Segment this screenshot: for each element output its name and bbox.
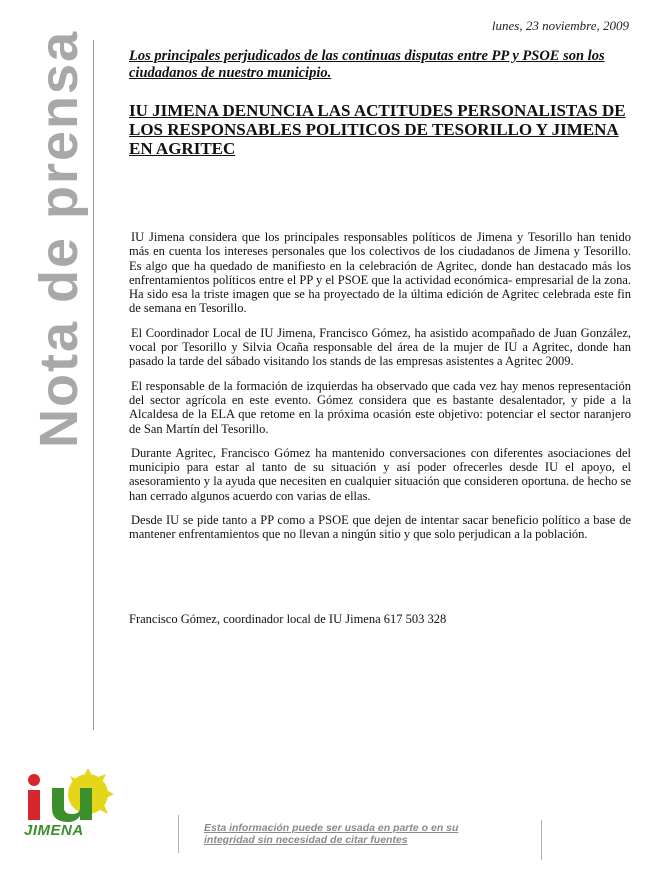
press-date: lunes, 23 noviembre, 2009 [491, 18, 629, 33]
side-title: Nota de prensa [29, 29, 89, 448]
paragraph: Durante Agritec, Francisco Gómez ha mantenido conversaciones con diferentes asociaciones del municipio para estar al tanto de su situación y así poder ofrecerles desde IU el apoyo, el asesoramiento y la ayuda que necesiten en cualquier situación que consideren oportuna. de hecho se han cerrado algunos acuerdo con varias de ellas. [129, 445, 631, 503]
left-divider [93, 40, 94, 730]
signature: Francisco Gómez, coordinador local de IU Jimena 617 503 328 [129, 612, 447, 626]
footer-divider-left [178, 815, 179, 853]
paragraph: El responsable de la formación de izquierdas ha observado que cada vez hay menos representación del sector agrícola en este evento. Gómez considera que es bastante desalentador, y pide a la Alcaldesa de la ELA que retome en la próxima ocasión este objetivo: potenciar el sector naranjero de San Martín del Tesorillo. [129, 378, 631, 436]
footer-disclaimer: Esta información puede ser usada en parte o en su integridad sin necesidad de citar fuentes [204, 822, 459, 846]
footer-divider-right [541, 820, 542, 860]
paragraph: El Coordinador Local de IU Jimena, Francisco Gómez, ha asistido acompañado de Juan González, vocal por Tesorillo y Silvia Ocaña responsable del área de la mujer de IU a Agritec, donde han pasado la tarde del sábado visitando los stands de las empresas asistentes a Agritec 2009. [129, 325, 631, 369]
logo-text: JIMENA [24, 822, 84, 839]
article-headline: IU JIMENA DENUNCIA LAS ACTITUDES PERSONALISTAS DE LOS RESPONSABLES POLITICOS DE TESORILLO Y JIMENA EN AGRITEC [129, 101, 626, 158]
paragraph: Desde IU se pide tanto a PP como a PSOE que dejen de intentar sacar beneficio político a base de mantener enfrentamientos que no llevan a ningún sitio y que solo perjudican a la población. [129, 513, 631, 542]
article-subtitle: Los principales perjudicados de las continuas disputas entre PP y PSOE son los ciudadanos de nuestro municipio. [129, 48, 605, 81]
paragraph: IU Jimena considera que los principales responsables políticos de Jimena y Tesorillo han tenido más en cuenta los intereses personales que los colectivos de los ciudadanos de Jimena y Tesorillo. Es algo que ha quedado de manifiesto en la celebración de Agritec, donde han destacado más los enfrentamientos políticos entre el PP y el PSOE que la actividad económica- empresarial de la zona. Ha sido esa la triste imagen que se ha proyectado de la última edición de Agritec celebrada este fin de semana en Tesorillo. [129, 230, 631, 316]
article-body [129, 230, 631, 552]
